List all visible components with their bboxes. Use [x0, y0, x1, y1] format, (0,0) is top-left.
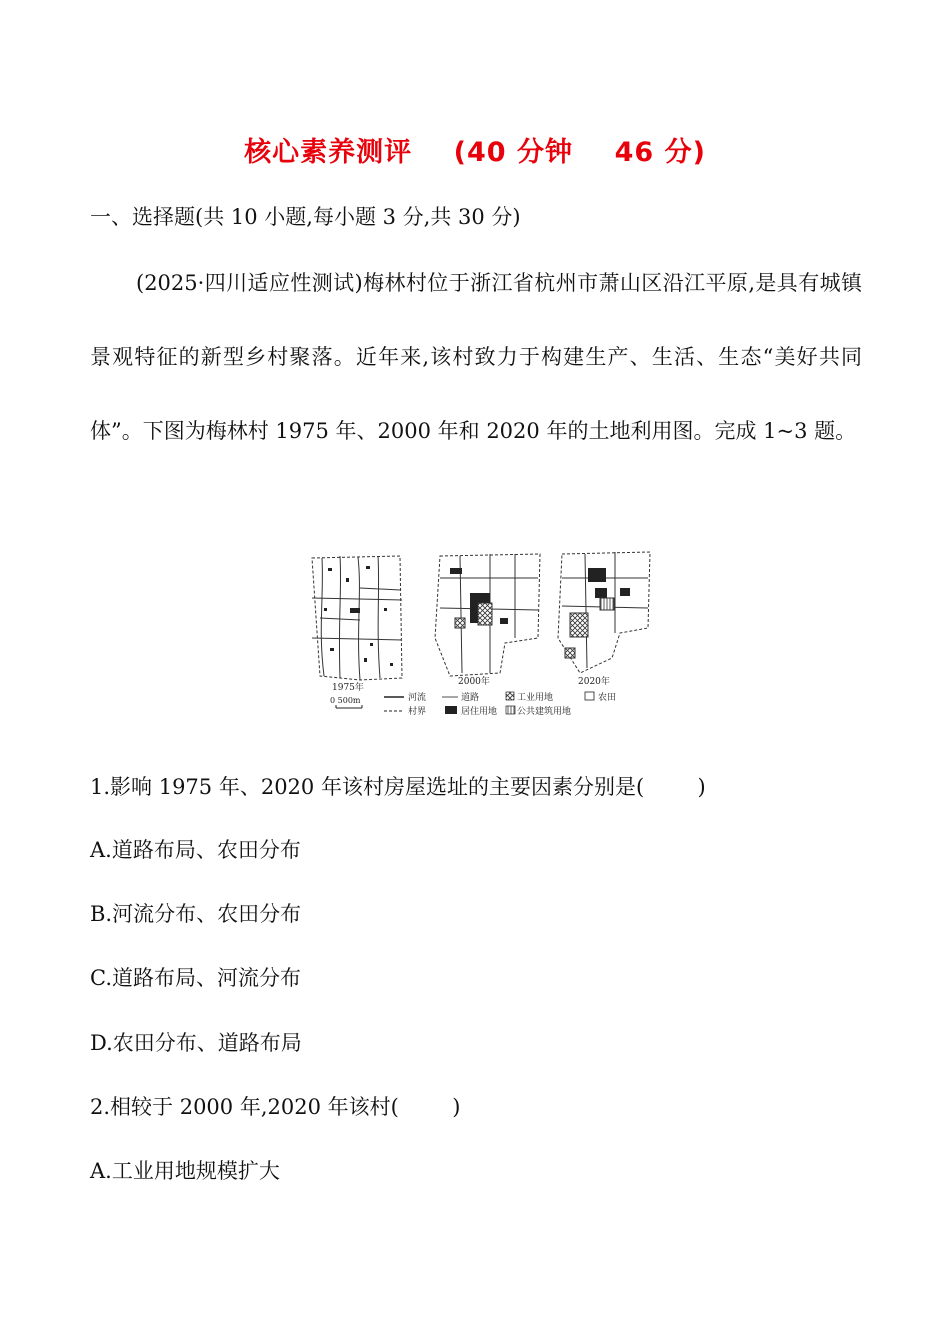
question-2-stem: 2.相较于 2000 年,2020 年该村( )	[90, 1095, 461, 1119]
legend-farmland: 农田	[598, 693, 617, 703]
map-2000	[435, 554, 540, 676]
land-use-map-figure	[300, 548, 660, 723]
legend-public-building: 公共建筑用地	[517, 707, 572, 717]
map-1975	[312, 556, 402, 680]
section-heading: 一、选择题(共 10 小题,每小题 3 分,共 30 分)	[90, 205, 521, 229]
map-2020	[558, 552, 650, 673]
question-2-option-a: A.工业用地规模扩大	[90, 1159, 280, 1183]
question-1-stem: 1.影响 1975 年、2020 年该村房屋选址的主要因素分别是( )	[90, 775, 706, 799]
legend-road: 道路	[461, 693, 480, 703]
legend-village-boundary: 村界	[408, 707, 427, 717]
question-1-option-d: D.农田分布、道路布局	[90, 1031, 302, 1055]
question-1-option-a: A.道路布局、农田分布	[90, 838, 301, 862]
year-label-2000: 2000年	[458, 677, 490, 687]
passage-text: (2025·四川适应性测试)梅林村位于浙江省杭州市萧山区沿江平原,是具有城镇景观特征的新型乡村聚落。近年来,该村致力于构建生产、生活、生态“美好共同体”。下图为梅林村 1975 年、2000 年和 2020 年的土地利用图。完成 1~3 题。	[90, 271, 862, 443]
legend-residential: 居住用地	[461, 707, 498, 717]
question-1-option-b: B.河流分布、农田分布	[90, 902, 302, 926]
year-label-2020: 2020年	[578, 677, 610, 687]
page-title: 核心素养测评 (40 分钟 46 分)	[244, 137, 706, 168]
map-legend	[384, 691, 616, 717]
legend-industrial: 工业用地	[517, 693, 554, 703]
scale-bar	[330, 696, 362, 708]
scale-label: 0 500m	[330, 696, 361, 705]
year-label-1975: 1975年	[332, 683, 364, 693]
question-1-option-c: C.道路布局、河流分布	[90, 966, 301, 990]
legend-river: 河流	[408, 693, 427, 703]
